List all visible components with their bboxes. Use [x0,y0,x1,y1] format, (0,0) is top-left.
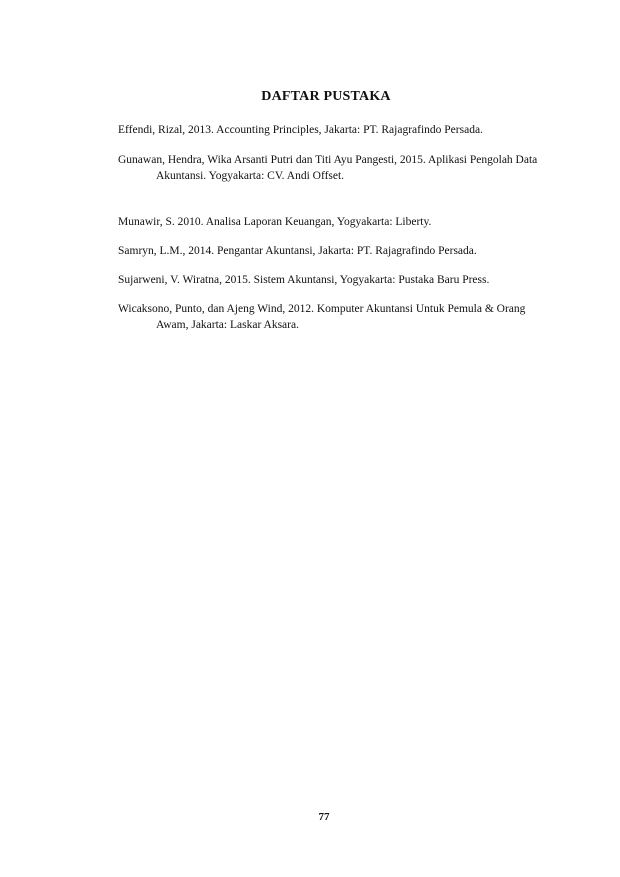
page-number: 77 [318,811,330,823]
reference-entry-gunawan: Gunawan, Hendra, Wika Arsanti Putri dan Titi Ayu Pangesti, 2015. Aplikasi Pengolah Data Akuntansi. Yogyakarta: CV. Andi Offset. [118,154,538,182]
reference-entry-wicaksono: Wicaksono, Punto, dan Ajeng Wind, 2012. Komputer Akuntansi Untuk Pemula & Orang Awam, Jakarta: Laskar Aksara. [118,303,526,331]
reference-entry-munawir: Munawir, S. 2010. Analisa Laporan Keuangan, Yogyakarta: Liberty. [118,216,432,228]
reference-list [118,122,538,333]
page-title: DAFTAR PUSTAKA [261,89,391,104]
reference-entry-effendi: Effendi, Rizal, 2013. Accounting Principles, Jakarta: PT. Rajagrafindo Persada. [118,124,483,136]
reference-entry-sujarweni: Sujarweni, V. Wiratna, 2015. Sistem Akuntansi, Yogyakarta: Pustaka Baru Press. [118,274,490,286]
reference-entry-samryn: Samryn, L.M., 2014. Pengantar Akuntansi, Jakarta: PT. Rajagrafindo Persada. [118,245,477,257]
